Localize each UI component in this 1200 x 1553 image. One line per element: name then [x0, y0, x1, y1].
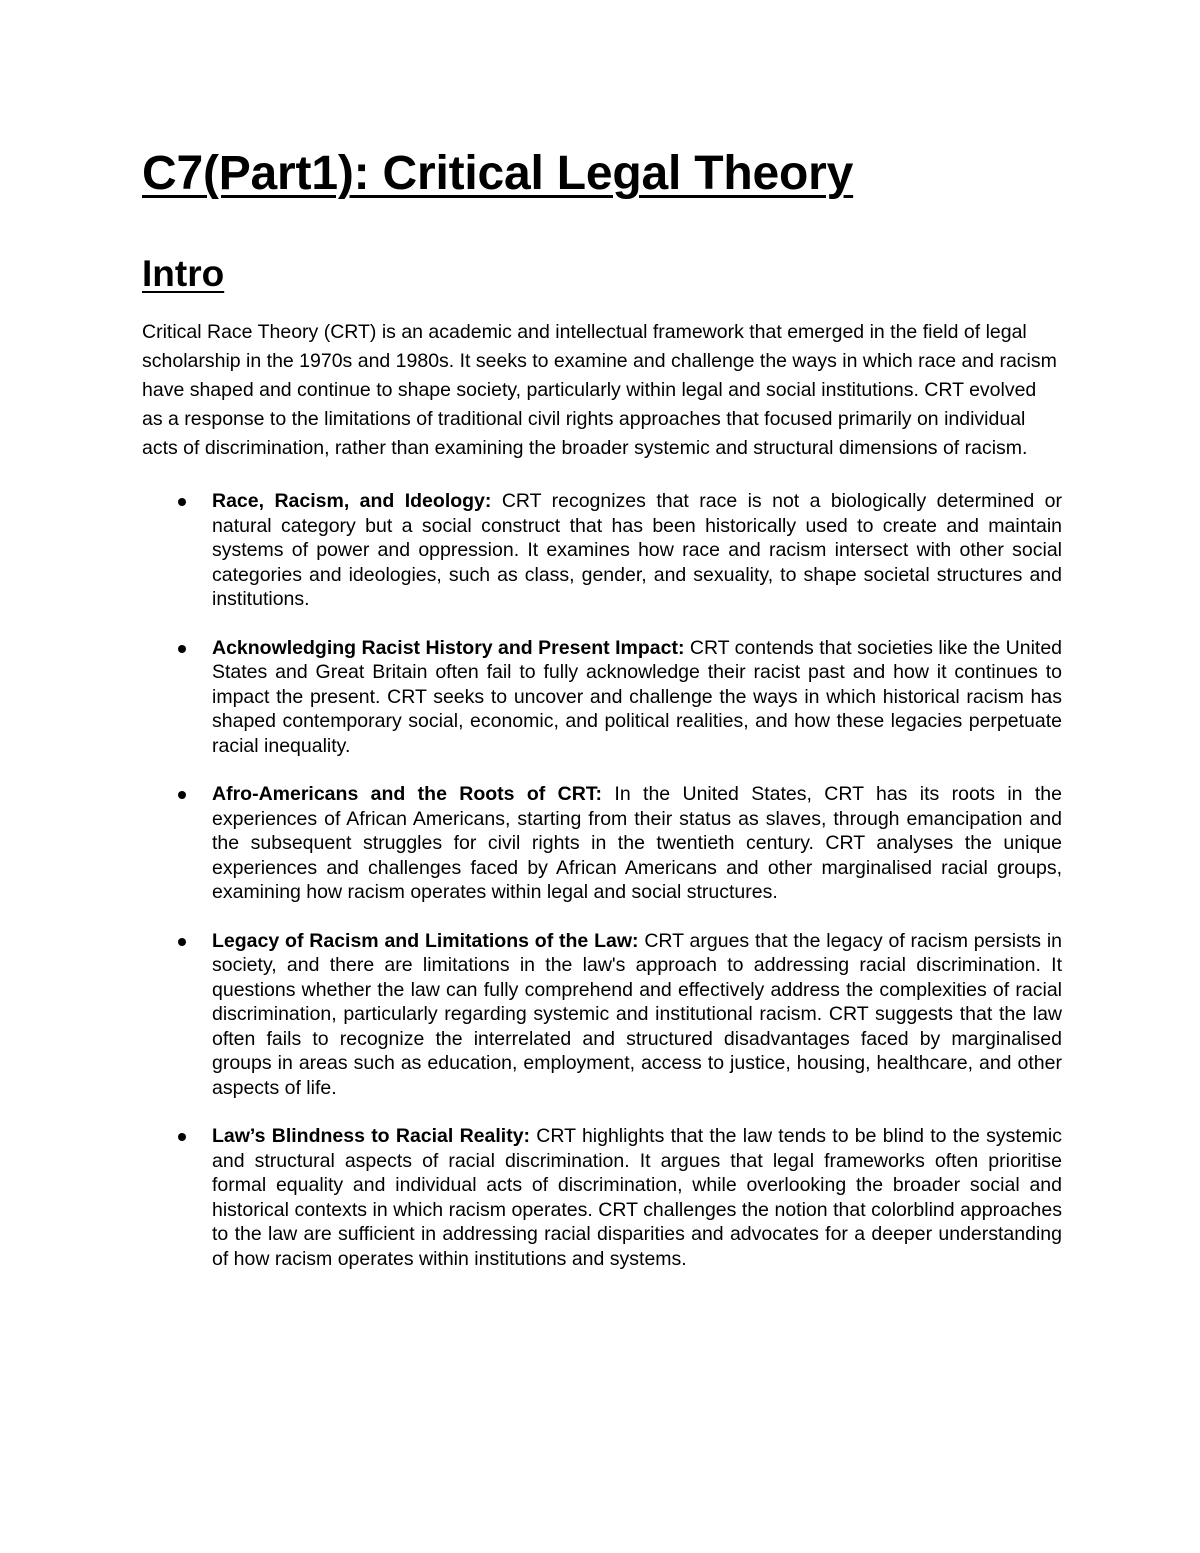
bullet-text: CRT argues that the legacy of racism persists in society, and there are limitations in the law's approach to addressing racial discrimination. It questions whether the law can fully comprehend and effectively address the complexities of racial discrimination, particularly regarding systemic and institutional racism. CRT suggests that the law often fails to recognize the interrelated and structured disadvantages faced by marginalised groups in areas such as education, employment, access to justice, housing, healthcare, and other aspects of life.	[212, 929, 1062, 1099]
bullet-term: Acknowledging Racist History and Present Impact:	[212, 636, 685, 659]
bullet-item-racist-history	[142, 636, 1062, 759]
document-title: C7(Part1): Critical Legal Theory	[142, 147, 854, 200]
bullet-text: CRT highlights that the law tends to be blind to the systemic and structural aspects of racial discrimination. It argues that legal frameworks often prioritise formal equality and individual acts of discrimination, while overlooking the broader social and historical contexts in which racism operates. CRT challenges the notion that colorblind approaches to the law are sufficient in addressing racial disparities and advocates for a deeper understanding of how racism operates within institutions and systems.	[212, 1125, 1062, 1270]
bullet-item-roots-of-crt	[142, 782, 1062, 905]
bullet-text: CRT recognizes that race is not a biologically determined or natural category but a social construct that has been historically used to create and maintain systems of power and oppression. It examines how race and racism intersect with other social categories and ideologies, such as class, gender, and sexuality, to shape societal structures and institutions.	[212, 490, 1062, 610]
intro-paragraph: Critical Race Theory (CRT) is an academic and intellectual framework that emerged in the field of legal scholarship in the 1970s and 1980s. It seeks to examine and challenge the ways in which race and racism have shaped and continue to shape society, particularly within legal and social institutions. CRT evolved as a response to the limitations of traditional civil rights approaches that focused primarily on individual acts of discrimination, rather than examining the broader systemic and structural dimensions of racism.	[142, 321, 1057, 459]
bullet-point-icon	[178, 498, 186, 506]
bullet-term: Afro-Americans and the Roots of CRT:	[212, 783, 603, 805]
bullet-point-icon	[178, 645, 186, 653]
bullet-item-legacy-limitations	[142, 929, 1062, 1101]
document-content	[142, 140, 1062, 1295]
bullet-list	[142, 489, 1062, 1271]
bullet-term: Legacy of Racism and Limitations of the Law:	[212, 929, 639, 952]
section-heading-intro: Intro	[142, 253, 225, 294]
bullet-term: Race, Racism, and Ideology:	[212, 490, 492, 512]
bullet-item-race-racism-ideology	[142, 489, 1062, 612]
bullet-item-law-blindness	[142, 1124, 1062, 1271]
bullet-text: In the United States, CRT has its roots in the experiences of African Americans, starting from their status as slaves, through emancipation and the subsequent struggles for civil rights in the twentieth century. CRT analyses the unique experiences and challenges faced by African Americans and other marginalised racial groups, examining how racism operates within legal and social structures.	[212, 783, 1062, 903]
bullet-point-icon	[178, 1133, 186, 1141]
bullet-text: CRT contends that societies like the United States and Great Britain often fail to fully acknowledge their racist past and how it continues to impact the present. CRT seeks to uncover and challenge the ways in which historical racism has shaped contemporary social, economic, and political realities, and how these legacies perpetuate racial inequality.	[212, 636, 1063, 757]
bullet-point-icon	[178, 938, 186, 946]
bullet-term: Law’s Blindness to Racial Reality:	[212, 1125, 531, 1147]
bullet-point-icon	[178, 791, 186, 799]
